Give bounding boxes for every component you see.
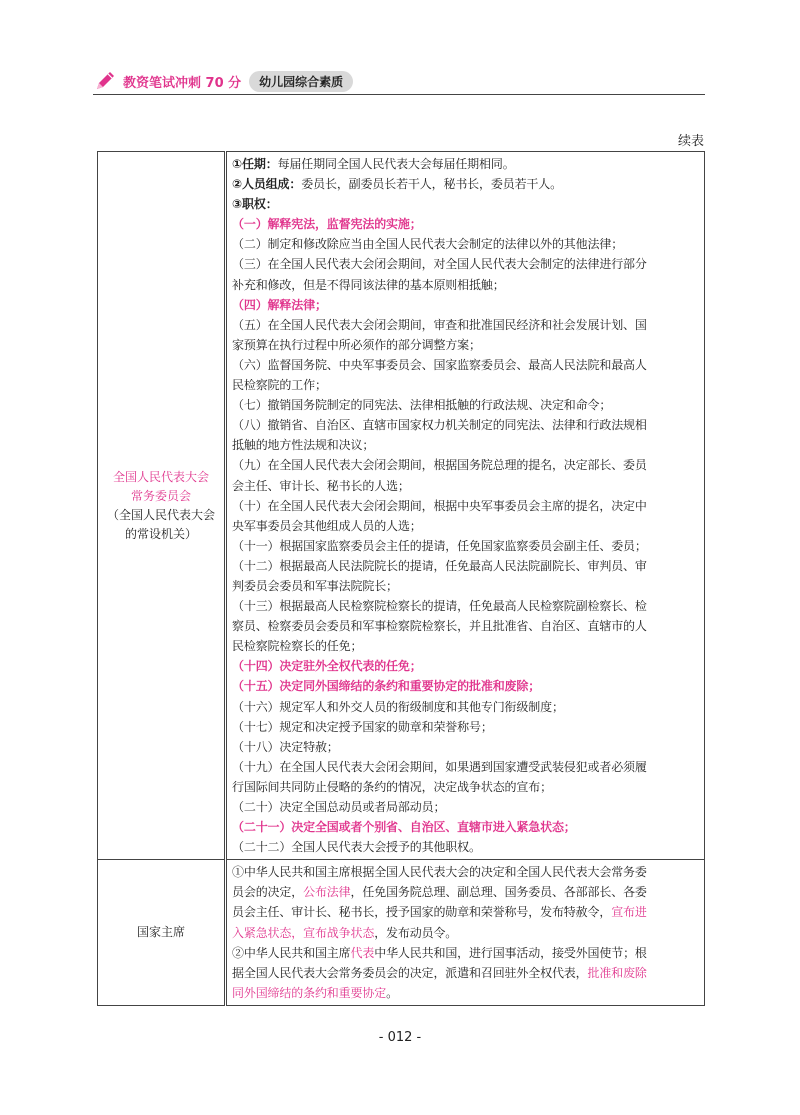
highlighted-text: （十五）决定同外国缔结的条约和重要协定的批准和废除； — [232, 679, 541, 694]
row-label-president — [98, 860, 226, 1006]
highlighted-text: （十四）决定驻外全权代表的任免； — [232, 659, 422, 674]
label-line: （全国人民代表大会 — [106, 507, 215, 522]
body-text: 员会的决定， — [232, 885, 304, 900]
body-text: 行国际间共同防止侵略的条约的情况，决定战争状态的宣布； — [232, 779, 552, 794]
table-row — [98, 860, 705, 1006]
text-line — [232, 516, 698, 536]
body-text: 。 — [386, 985, 398, 1000]
body-text: 员会主任、审计长、秘书长，授予国家的勋章和荣誉称号，发布特赦令， — [232, 905, 612, 920]
text-line — [232, 616, 698, 636]
body-text: 会主任、审计长、秘书长的人选； — [232, 478, 410, 493]
item-heading: ②人员组成： — [232, 177, 302, 192]
text-line — [232, 943, 698, 963]
body-text: （十七）规定和决定授予国家的勋章和荣誉称号； — [232, 719, 493, 734]
text-line — [232, 415, 698, 435]
content-table — [97, 151, 705, 1006]
body-text: （十六）规定军人和外交人员的衔级制度和其他专门衔级制度； — [232, 699, 564, 714]
text-line — [232, 757, 698, 777]
text-line — [232, 656, 698, 676]
text-line — [232, 395, 698, 415]
text-line — [232, 335, 698, 355]
body-text: 每届任期同全国人民代表大会每届任期相同。 — [277, 157, 515, 171]
text-line — [232, 536, 698, 556]
label-line: 常务委员会 — [130, 488, 191, 503]
text-line — [232, 817, 698, 837]
text-line — [232, 777, 698, 797]
text-line — [232, 737, 698, 757]
body-text: 补充和修改，但是不得同该法律的基本原则相抵触； — [232, 277, 505, 292]
body-text: 民检察院的工作； — [232, 378, 327, 393]
text-line — [232, 837, 698, 857]
text-line — [232, 295, 698, 315]
highlighted-text: 代表 — [350, 945, 375, 960]
body-text: 中华人民共和国，进行国事活动，接受外国使节；根 — [374, 945, 647, 960]
row-content-npc-standing-committee — [226, 152, 705, 860]
body-text: 家预算在执行过程中所必须作的部分调整方案； — [232, 337, 481, 352]
body-text: ②中华人民共和国主席 — [232, 945, 351, 960]
item-heading: ①任期： — [232, 157, 278, 171]
body-text: 察员、检察委员会委员和军事检察院检察长，并且批准省、自治区、直辖市的人 — [232, 619, 647, 634]
text-line — [232, 576, 698, 596]
highlighted-text: （一）解释宪法，监督宪法的实施； — [232, 217, 422, 232]
text-line — [232, 556, 698, 576]
body-text: 据全国人民代表大会常务委员会的决定，派遣和召回驻外全权代表， — [232, 965, 588, 980]
body-text: （十三）根据最高人民检察院检察长的提请，任免最高人民检察院副检察长、检 — [232, 599, 647, 614]
highlighted-text: （四）解释法律； — [232, 297, 327, 312]
text-line — [232, 234, 698, 254]
text-line — [232, 174, 698, 194]
text-line — [232, 275, 698, 295]
text-line — [232, 697, 698, 717]
continued-label: 续表 — [677, 134, 704, 149]
highlighted-text: 公布法律 — [303, 885, 351, 900]
table-row — [98, 152, 705, 860]
text-line — [232, 882, 698, 902]
body-text: 抵触的地方性法规和决议； — [232, 438, 375, 453]
header-divider — [93, 94, 705, 95]
body-text: （九）在全国人民代表大会闭会期间，根据国务院总理的提名，决定部长、委员 — [232, 458, 647, 473]
page-header — [93, 68, 705, 94]
body-text: （六）监督国务院、中央军事委员会、国家监察委员会、最高人民法院和最高人 — [232, 357, 647, 372]
body-text: （十）在全国人民代表大会闭会期间，根据中央军事委员会主席的提名，决定中 — [232, 498, 647, 513]
text-line — [232, 717, 698, 737]
body-text: 央军事委员会其他组成人员的人选； — [232, 518, 422, 533]
text-line — [232, 596, 698, 616]
body-text: （十二）根据最高人民法院院长的提请，任免最高人民法院副院长、审判员、审 — [232, 558, 647, 573]
body-text: （二十）决定全国总动员或者局部动员； — [232, 800, 446, 814]
body-text: （八）撤销省、自治区、直辖市国家权力机关制定的同宪法、法律和行政法规相 — [232, 418, 647, 433]
highlighted-text: 宣布进 — [611, 905, 647, 920]
text-line — [232, 676, 698, 696]
body-text: ，发布动员令。 — [374, 925, 458, 940]
row-label-npc-standing-committee — [98, 152, 226, 860]
text-line — [232, 435, 698, 455]
page-number: - 012 - — [378, 1030, 422, 1045]
text-line — [232, 355, 698, 375]
label-line: 全国人民代表大会 — [112, 469, 209, 484]
text-line — [232, 375, 698, 395]
text-line — [232, 797, 698, 817]
text-line — [232, 496, 698, 516]
highlighted-text: 同外国缔结的条约和重要协定 — [232, 985, 387, 1000]
text-line — [232, 963, 698, 983]
body-text: （五）在全国人民代表大会闭会期间，审查和批准国民经济和社会发展计划、国 — [232, 317, 647, 332]
label-line: 国家主席 — [136, 925, 185, 940]
item-heading: ③职权： — [232, 197, 278, 212]
body-text: 民检察院检察长的任免； — [232, 639, 363, 654]
highlighted-text: 批准和废除 — [587, 965, 647, 980]
body-text: 判委员会委员和军事法院院长； — [232, 578, 398, 593]
body-text: ，任免国务院总理、副总理、国务委员、各部部长、各委 — [350, 885, 647, 900]
body-text: （二）制定和修改除应当由全国人民代表大会制定的法律以外的其他法律； — [232, 237, 624, 252]
section-tag: 幼儿园综合素质 — [249, 71, 353, 92]
text-line — [232, 315, 698, 335]
book-title: 教资笔试冲刺 70 分 — [123, 75, 242, 91]
label-line: 的常设机关） — [124, 526, 197, 541]
text-line — [232, 214, 698, 234]
body-text: 委员长，副委员长若干人，秘书长，委员若干人。 — [301, 177, 562, 192]
body-text: （三）在全国人民代表大会闭会期间，对全国人民代表大会制定的法律进行部分 — [232, 257, 647, 272]
text-line — [232, 154, 698, 174]
text-line — [232, 476, 698, 496]
pen-icon — [93, 69, 117, 93]
text-line — [232, 194, 698, 214]
text-line — [232, 254, 698, 274]
text-line — [232, 902, 698, 922]
text-line — [232, 862, 698, 882]
text-line — [232, 983, 698, 1003]
highlighted-text: （二十一）决定全国或者个别省、自治区、直辖市进入紧急状态； — [232, 820, 576, 835]
text-line — [232, 636, 698, 656]
body-text: （十八）决定特赦； — [232, 739, 339, 754]
body-text: （十九）在全国人民代表大会闭会期间，如果遇到国家遭受武装侵犯或者必须履 — [232, 759, 647, 774]
body-text: ①中华人民共和国主席根据全国人民代表大会的决定和全国人民代表大会常务委 — [232, 865, 647, 880]
highlighted-text: 入紧急状态，宣布战争状态 — [232, 925, 375, 940]
body-text: （十一）根据国家监察委员会主任的提请，任免国家监察委员会副主任、委员； — [232, 538, 647, 553]
text-line — [232, 455, 698, 475]
row-content-president — [226, 860, 705, 1006]
text-line — [232, 923, 698, 943]
body-text: （二十二）全国人民代表大会授予的其他职权。 — [232, 840, 481, 855]
body-text: （七）撤销国务院制定的同宪法、法律相抵触的行政法规、决定和命令； — [232, 398, 612, 413]
